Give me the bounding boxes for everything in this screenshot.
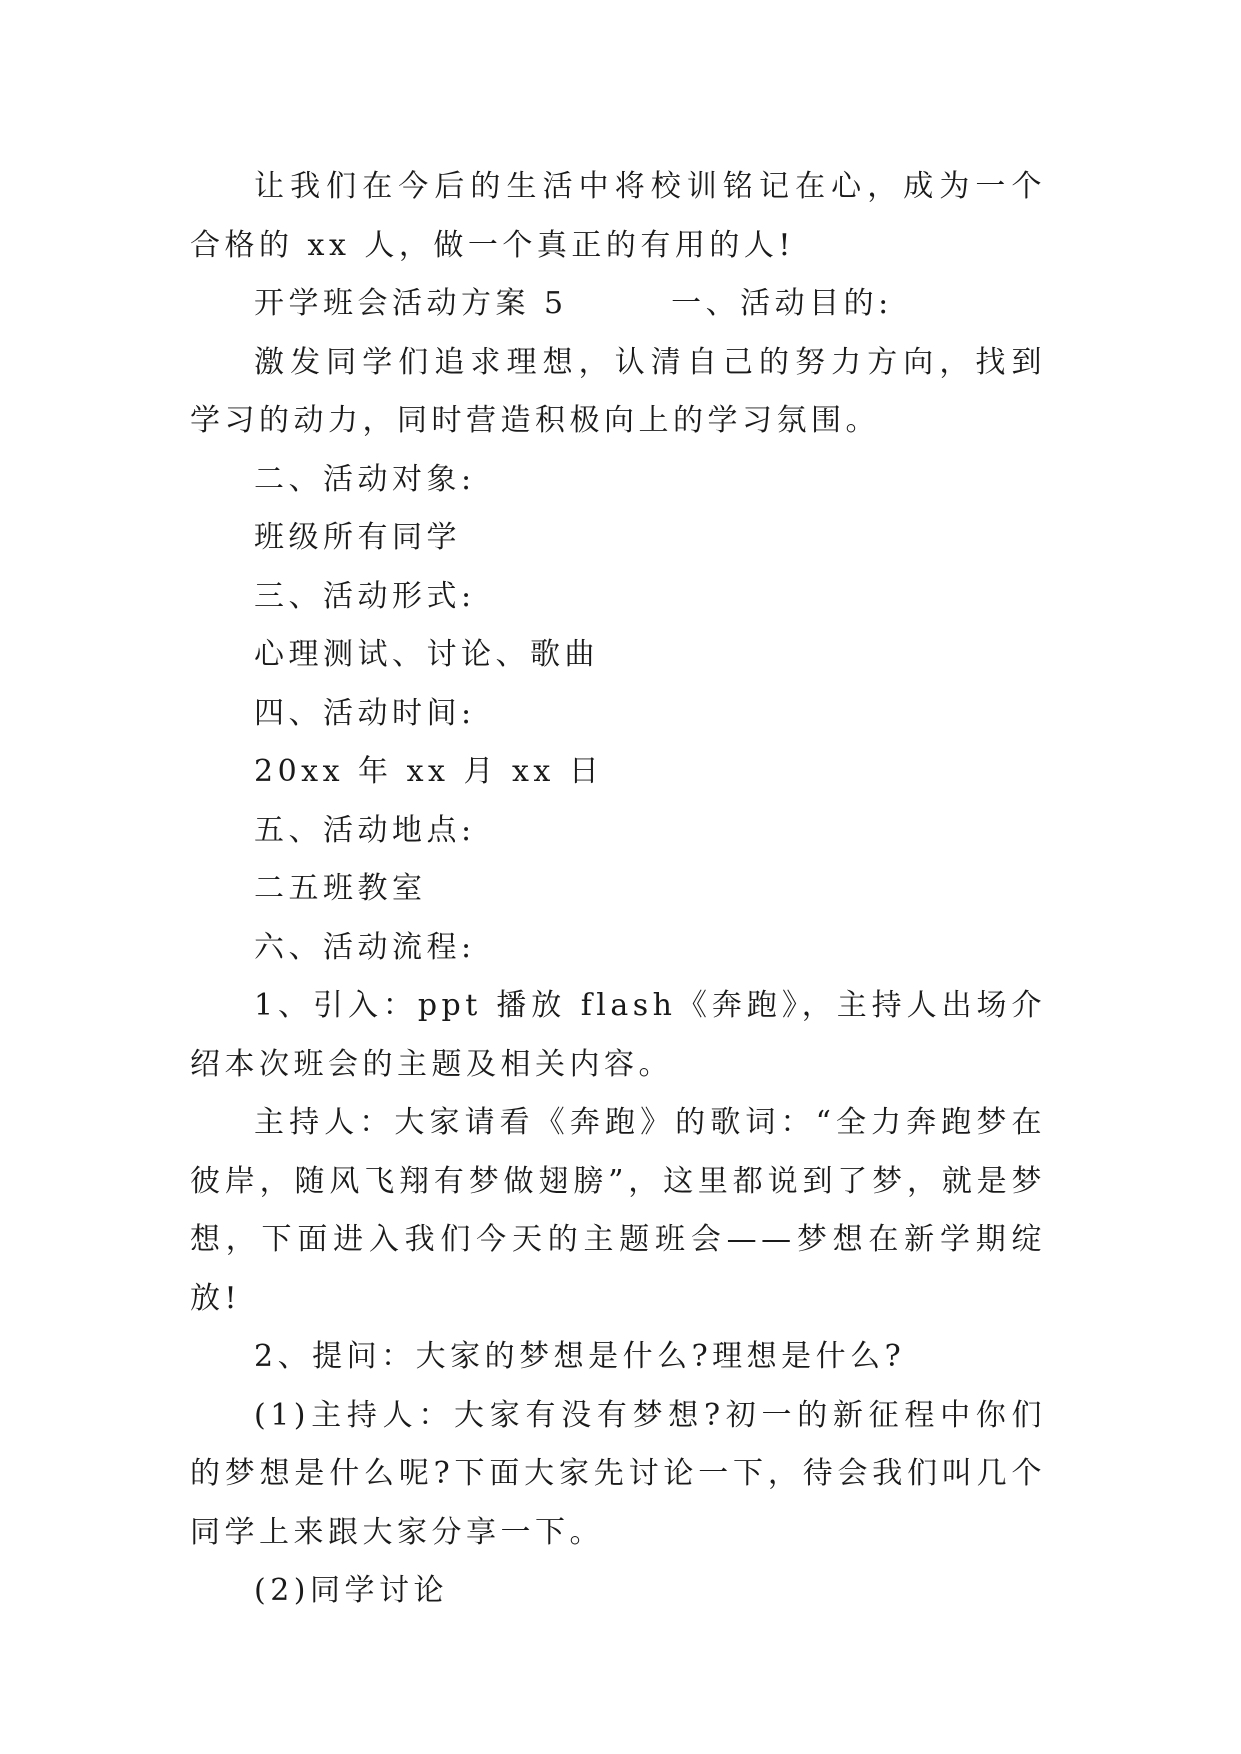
paragraph-plan-heading: 开学班会活动方案 5 一、活动目的: [254,286,893,321]
paragraph-question: 2、提问：大家的梦想是什么?理想是什么? [254,1339,906,1374]
paragraph-purpose: 激发同学们追求理想，认清自己的努力方向，找到学习的动力，同时营造积极向上的学习氛围。 [190,344,1046,438]
heading-location: 五、活动地点: [254,812,476,848]
paragraph-host-question: (1)主持人：大家有没有梦想?初一的新征程中你们的梦想是什么呢?下面大家先讨论一下，待会我们叫几个同学上来跟大家分享一下。 [190,1397,1046,1550]
document-body [190,158,1046,1621]
paragraph-intro: 1、引入：ppt 播放 flash《奔跑》，主持人出场介绍本次班会的主题及相关内容。 [190,988,1046,1082]
paragraph-discussion: (2)同学讨论 [254,1573,448,1608]
paragraph-time: 20xx 年 xx 月 xx 日 [254,754,604,789]
paragraph-host-speech: 主持人：大家请看《奔跑》的歌词：“全力奔跑梦在彼岸，随风飞翔有梦做翅膀”，这里都说到了梦，就是梦想，下面进入我们今天的主题班会——梦想在新学期绽放! [190,1105,1046,1316]
heading-process: 六、活动流程: [254,929,476,965]
paragraph-motto: 让我们在今后的生活中将校训铭记在心，成为一个合格的 xx 人，做一个真正的有用的人! [190,169,1046,263]
heading-time: 四、活动时间: [254,695,476,731]
heading-form: 三、活动形式: [254,578,476,614]
heading-target: 二、活动对象: [254,461,476,497]
paragraph-form: 心理测试、讨论、歌曲 [254,637,599,672]
paragraph-target: 班级所有同学 [254,520,461,555]
paragraph-location: 二五班教室 [254,871,427,906]
